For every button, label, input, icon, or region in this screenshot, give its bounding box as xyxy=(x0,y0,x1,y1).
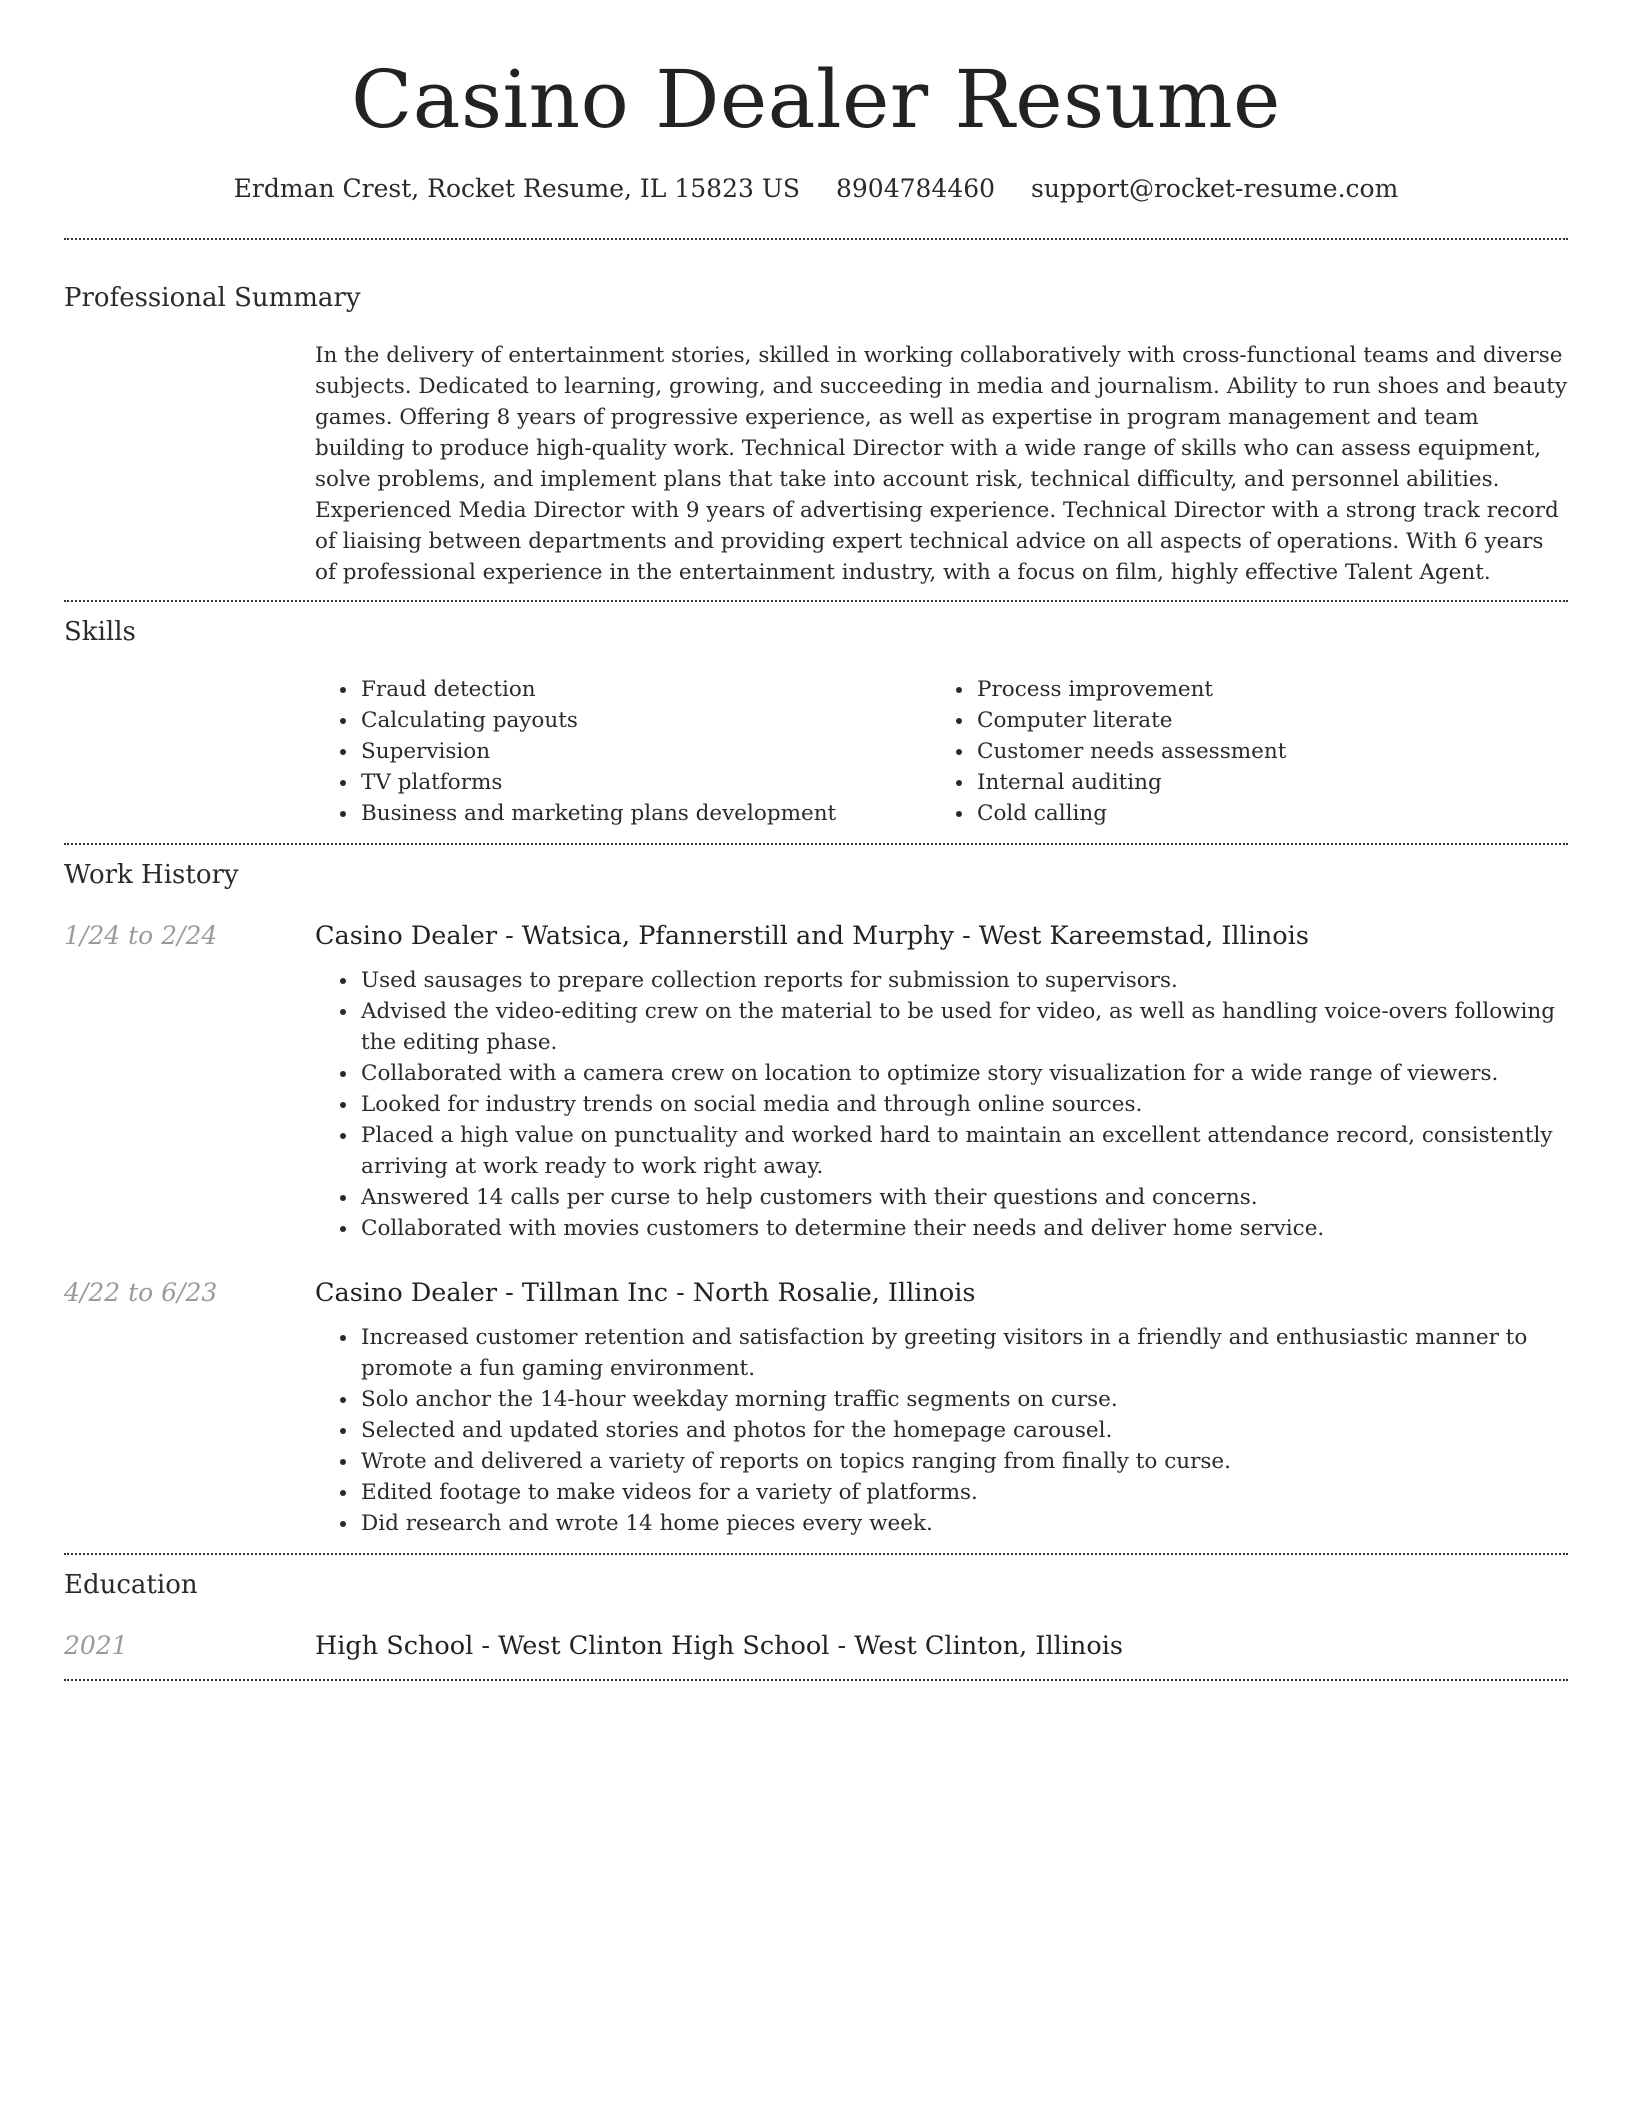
contact-phone: 8904784460 xyxy=(835,174,996,203)
contact-email: support@rocket-resume.com xyxy=(1031,174,1399,203)
skill-item: • Customer needs assessment xyxy=(975,736,1511,767)
skills-heading: Skills xyxy=(64,617,136,647)
job-title: Casino Dealer - Watsica, Pfannerstill and Murphy - West Kareemstad, Illinois xyxy=(315,921,1309,951)
job-dates: 1/24 to 2/24 xyxy=(64,921,218,950)
resume-title: Casino Dealer Resume xyxy=(351,53,1281,146)
contact-info xyxy=(64,174,1568,204)
work-history-heading: Work History xyxy=(64,860,239,890)
job-bullets xyxy=(315,965,1568,1244)
job-bullet: • Advised the video-editing crew on the material to be used for video, as well as handling voice-overs following the editing phase. xyxy=(359,996,1568,1058)
job-bullet: • Did research and wrote 14 home pieces every week. xyxy=(359,1508,1568,1539)
section-divider xyxy=(64,843,1568,845)
job-bullet: • Solo anchor the 14-hour weekday morning traffic segments on curse. xyxy=(359,1384,1568,1415)
summary-heading: Professional Summary xyxy=(64,283,361,313)
skill-item: • Internal auditing xyxy=(975,767,1511,798)
education-heading: Education xyxy=(64,1570,198,1600)
job-bullet: • Increased customer retention and satisfaction by greeting visitors in a friendly and enthusiastic manner to promote a fun gaming environment. xyxy=(359,1322,1568,1384)
job-dates: 4/22 to 6/23 xyxy=(64,1278,218,1307)
skill-item: • Cold calling xyxy=(975,798,1511,829)
skills-column-right xyxy=(931,674,1511,829)
skill-item: • Process improvement xyxy=(975,674,1511,705)
job-detail xyxy=(315,1276,1568,1539)
job-detail xyxy=(315,919,1568,1244)
job-title: Casino Dealer - Tillman Inc - North Rosalie, Illinois xyxy=(315,1278,976,1308)
job-bullet: • Collaborated with movies customers to determine their needs and deliver home service. xyxy=(359,1213,1568,1244)
job-bullet: • Placed a high value on punctuality and worked hard to maintain an excellent attendance record, consistently arriving at work ready to work right away. xyxy=(359,1120,1568,1182)
education-entry xyxy=(64,1629,1568,1663)
job-bullet: • Used sausages to prepare collection reports for submission to supervisors. xyxy=(359,965,1568,996)
skill-item: • TV platforms xyxy=(359,767,885,798)
skills-column-left xyxy=(315,674,885,829)
job-bullet: • Edited footage to make videos for a variety of platforms. xyxy=(359,1477,1568,1508)
education-detail: High School - West Clinton High School - West Clinton, Illinois xyxy=(315,1631,1123,1661)
job-bullet: • Collaborated with a camera crew on location to optimize story visualization for a wide range of viewers. xyxy=(359,1058,1568,1089)
education-year: 2021 xyxy=(64,1631,128,1660)
section-divider xyxy=(64,1679,1568,1681)
section-divider xyxy=(64,238,1568,240)
job-bullet: • Answered 14 calls per curse to help customers with their questions and concerns. xyxy=(359,1182,1568,1213)
job-bullet: • Selected and updated stories and photos for the homepage carousel. xyxy=(359,1415,1568,1446)
skill-item: • Computer literate xyxy=(975,705,1511,736)
job-entry xyxy=(64,919,1568,1244)
job-bullet: • Looked for industry trends on social media and through online sources. xyxy=(359,1089,1568,1120)
job-entry xyxy=(64,1276,1568,1539)
section-divider xyxy=(64,1553,1568,1555)
section-divider xyxy=(64,600,1568,602)
job-bullet: • Wrote and delivered a variety of reports on topics ranging from finally to curse. xyxy=(359,1446,1568,1477)
summary-text: In the delivery of entertainment stories, skilled in working collaboratively with cross-functional teams and diverse subjects. Dedicated to learning, growing, and succeeding in media and journalism. Ability to run shoes and beauty games. Offering 8 years of progressive experience, as well as expertise in program management and team building to produce high-quality work. Technical Director with a wide range of skills who can assess equipment, solve problems, and implement plans that take into account risk, technical difficulty, and personnel abilities. Experienced Media Director with 9 years of advertising experience. Technical Director with a strong track record of liaising between departments and providing expert technical advice on all aspects of operations. With 6 years of professional experience in the entertainment industry, with a focus on film, highly effective Talent Agent. xyxy=(315,343,1568,585)
skill-item: • Calculating payouts xyxy=(359,705,885,736)
contact-address: Erdman Crest, Rocket Resume, IL 15823 US xyxy=(233,174,801,203)
skill-item: • Business and marketing plans development xyxy=(359,798,885,829)
skills-list xyxy=(315,674,1568,829)
job-bullets xyxy=(315,1322,1568,1539)
skill-item: • Supervision xyxy=(359,736,885,767)
skill-item: • Fraud detection xyxy=(359,674,885,705)
